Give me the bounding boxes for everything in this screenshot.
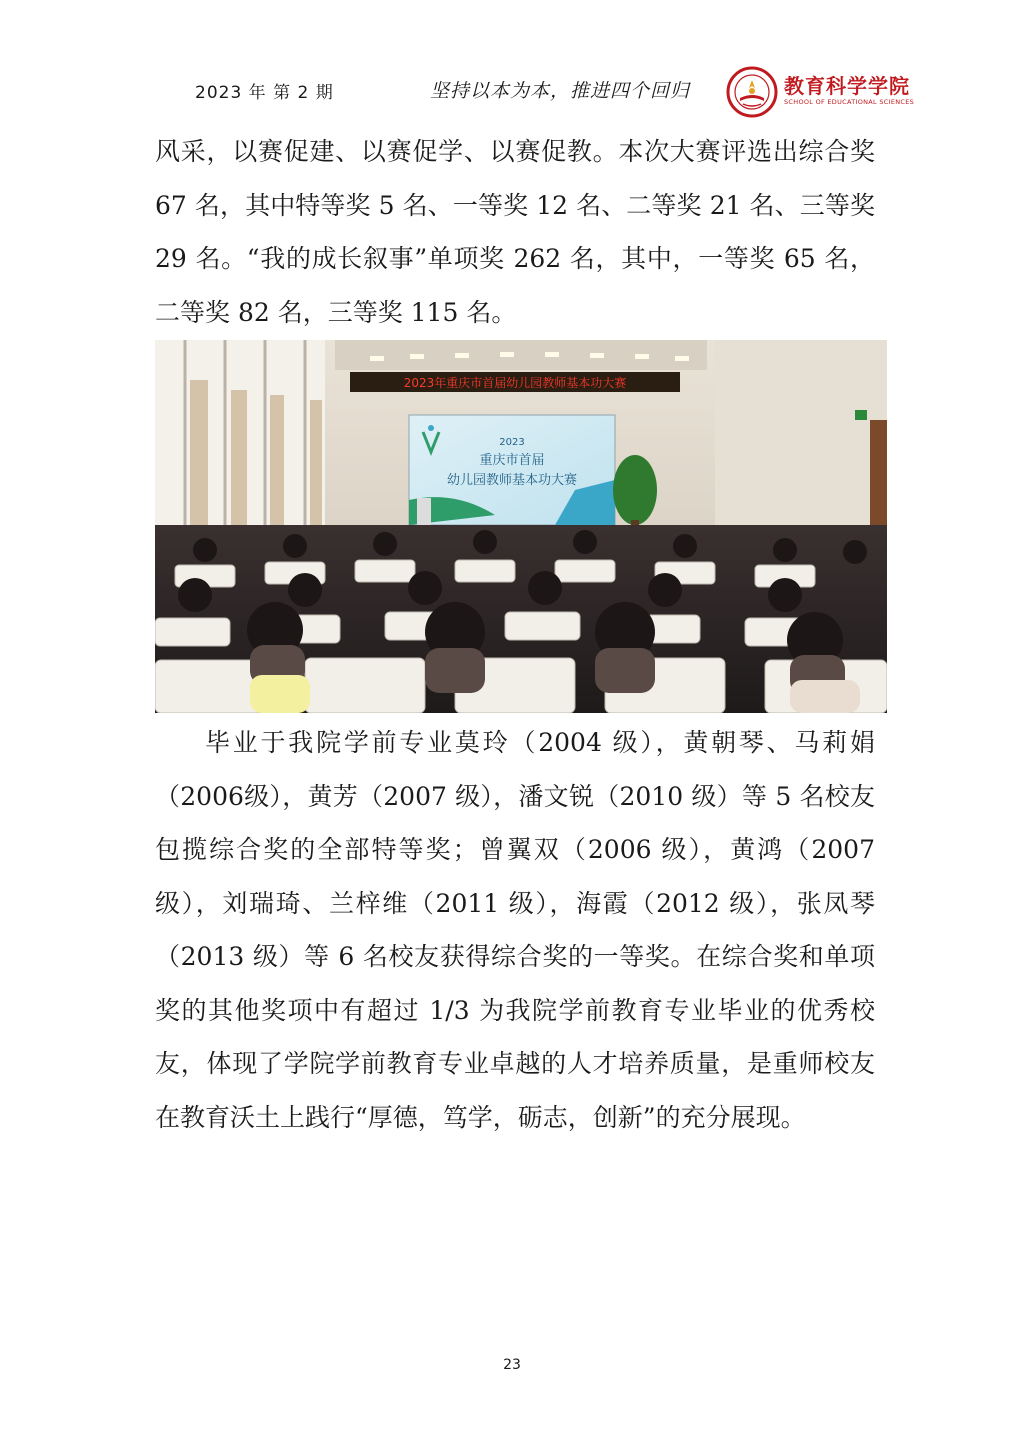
issue-label: 2023 年 第 2 期 [195,83,334,103]
school-logo-name: 教育科学学院 [784,74,910,98]
school-logo [726,66,915,118]
body-paragraph-1: 风采，以赛促建、以赛促学、以赛促教。本次大赛评选出综合奖67 名，其中特等奖 5 名、一等奖 12 名、二等奖 21 名、三等奖29 名。“我的成长叙事”单项奖 262 名，其中，一等奖 65 名，二等奖 82 名，三等奖 115 名。 [155,137,875,327]
banner-text: 2023年重庆市首届幼儿园教师基本功大赛 [403,376,627,390]
header-slogan: 坚持以本为本，推进四个回归 [430,80,691,102]
school-seal-icon [726,66,778,118]
screen-title-line1: 重庆市首届 [479,453,545,468]
body-paragraph-2: 毕业于我院学前专业莫玲（2004 级），黄朝琴、马莉娟（2006级），黄芳（2007 级），潘文锐（2010 级）等 5 名校友包揽综合奖的全部特等奖；曾翼双（2006 级），黄鸿（2007 级），刘瑞琦、兰梓维（2011 级），海霞（2012 级），张凤琴（2013 级）等 6 名校友获得综合奖的一等奖。在综合奖和单项奖的其他奖项中有超过 1/3 为我院学前教育专业毕业的优秀校友，体现了学院学前教育专业卓越的人才培养质量，是重师校友在教育沃土上践行“厚德，笃学，砺志，创新”的充分展现。 [155,728,875,1132]
screen-year: 2023 [499,437,525,448]
screen-title-line2: 幼儿园教师基本功大赛 [446,473,578,488]
competition-photo [155,340,887,713]
school-logo-english: SCHOOL OF EDUCATIONAL SCIENCES [784,98,915,106]
page-number: 23 [503,1357,521,1373]
